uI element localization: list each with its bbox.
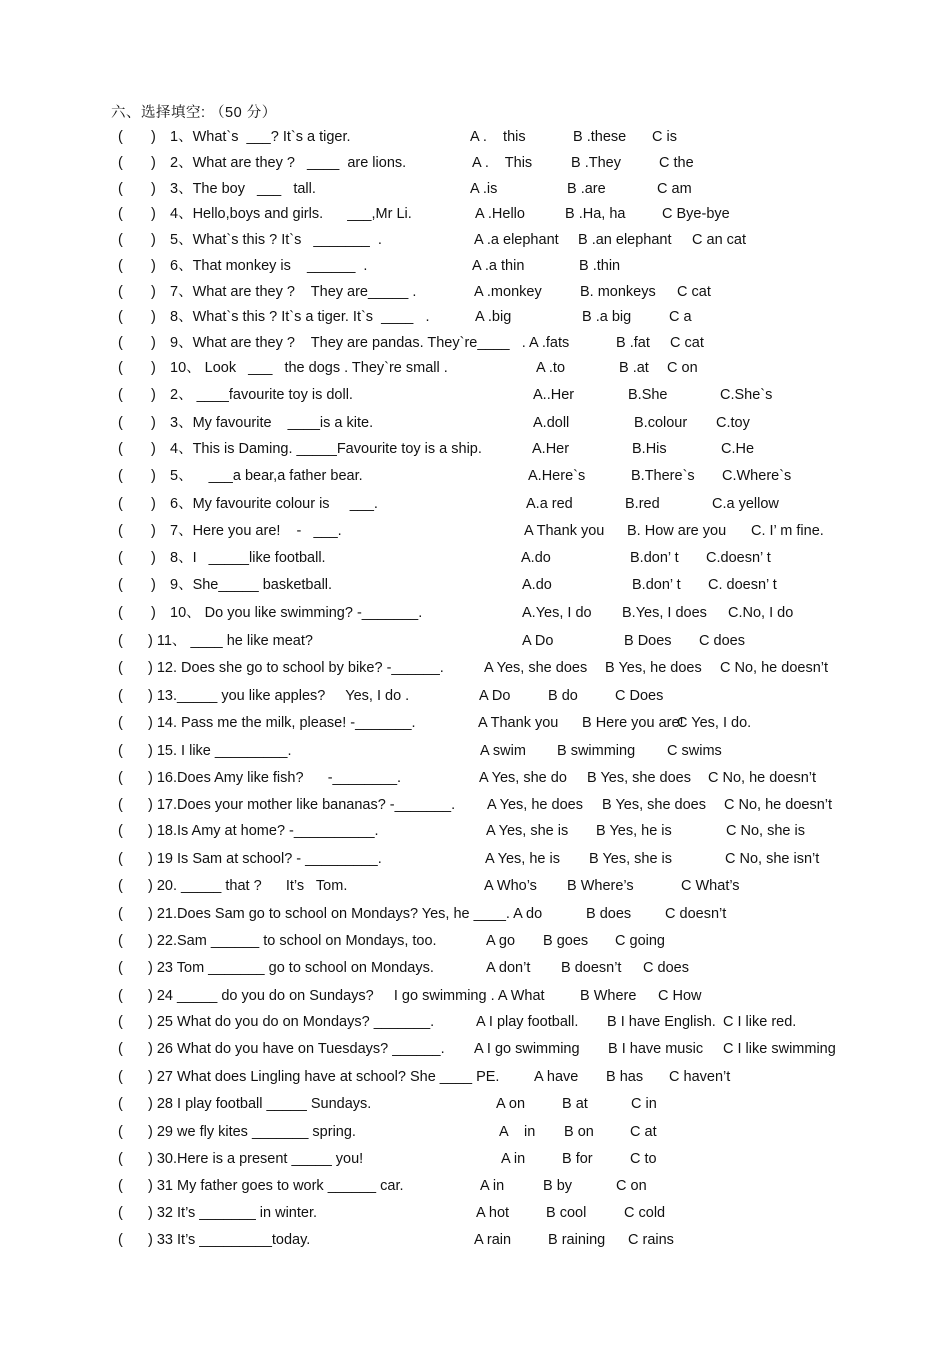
question-text: 8、What`s this ? It`s a tiger. It`s ____ . <box>170 309 430 325</box>
question-row <box>0 686 950 706</box>
option-a: A I play football. <box>476 1014 579 1030</box>
option-a: A.a red <box>526 496 573 512</box>
option-a: A . This <box>472 155 533 171</box>
question-text: 5、What`s this ? It`s _______ . <box>170 232 382 248</box>
option-a: A Yes, he is <box>485 851 560 867</box>
question-row <box>0 282 950 302</box>
option-b: B .are <box>567 181 606 197</box>
option-a: A Who’s <box>484 878 537 894</box>
question-text: ) 24 _____ do you do on Sundays? I go swimming . A What <box>148 988 545 1004</box>
question-text: ) 27 What does Lingling have at school? She ____ PE. <box>148 1069 500 1085</box>
question-row <box>0 1067 950 1087</box>
answer-bracket[interactable]: ( <box>118 633 123 649</box>
question-row <box>0 385 950 405</box>
option-b: B swimming <box>557 743 636 759</box>
question-text: 3、My favourite ____is a kite. <box>170 415 374 431</box>
answer-bracket[interactable]: ( ) <box>118 258 156 274</box>
option-c: C at <box>630 1124 657 1140</box>
answer-bracket[interactable]: ( <box>118 1232 123 1248</box>
section-title: 六、选择填空: （50 分） <box>111 105 277 121</box>
option-b: B. monkeys <box>580 284 656 300</box>
option-a: A in <box>499 1124 536 1140</box>
option-c: C haven’t <box>669 1069 731 1085</box>
answer-bracket[interactable]: ( ) <box>118 309 156 325</box>
option-b: B .at <box>619 360 649 376</box>
question-row <box>0 179 950 199</box>
question-row <box>0 521 950 541</box>
option-a: A in <box>480 1178 505 1194</box>
question-text: 7、What are they ? They are_____ . <box>170 284 417 300</box>
question-text: ) 23 Tom _______ go to school on Mondays. <box>148 960 434 976</box>
question-row <box>0 849 950 869</box>
question-text: ) 11、 ____ he like meat? <box>148 633 313 649</box>
option-a: A Yes, he does <box>487 797 583 813</box>
option-a: A.do <box>522 577 552 593</box>
question-row <box>0 307 950 327</box>
answer-bracket[interactable]: ( <box>118 906 123 922</box>
option-b: B Does <box>624 633 672 649</box>
answer-bracket[interactable]: ( <box>118 1151 123 1167</box>
question-row <box>0 256 950 276</box>
answer-bracket[interactable]: ( ) <box>118 129 156 145</box>
question-row <box>0 1012 950 1032</box>
option-a: A go <box>486 933 516 949</box>
option-b: B.His <box>632 441 667 457</box>
option-c: C. doesn’ t <box>708 577 777 593</box>
question-row <box>0 795 950 815</box>
option-b: B at <box>562 1096 588 1112</box>
answer-bracket[interactable]: ( <box>118 988 123 1004</box>
question-text: 4、This is Daming. _____Favourite toy is a ship. <box>170 441 482 457</box>
question-row <box>0 466 950 486</box>
answer-bracket[interactable]: ( ) <box>118 577 156 593</box>
option-c: C going <box>615 933 665 949</box>
option-b: B by <box>543 1178 573 1194</box>
option-b: B.Yes, I does <box>622 605 707 621</box>
question-text: ) 15. I like _________. <box>148 743 292 759</box>
question-row <box>0 741 950 761</box>
option-b: B I have English. <box>607 1014 716 1030</box>
option-c: C No, she is <box>726 823 805 839</box>
option-a: A in <box>501 1151 526 1167</box>
option-a: A.Yes, I do <box>522 605 592 621</box>
option-c: C does <box>699 633 745 649</box>
option-c: C the <box>659 155 694 171</box>
answer-bracket[interactable]: ( <box>118 1096 123 1112</box>
answer-bracket[interactable]: ( ) <box>118 605 156 621</box>
question-text: ) 21.Does Sam go to school on Mondays? Yes, he ____. A do <box>148 906 543 922</box>
option-c: C cat <box>677 284 711 300</box>
option-c: C.toy <box>716 415 750 431</box>
question-row <box>0 358 950 378</box>
option-b: B Yes, she does <box>602 797 706 813</box>
question-row <box>0 1122 950 1142</box>
question-row <box>0 658 950 678</box>
question-row <box>0 1149 950 1169</box>
option-a: A Yes, she is <box>486 823 569 839</box>
question-text: ) 17.Does your mother like bananas? -_______. <box>148 797 456 813</box>
option-a: A hot <box>476 1205 510 1221</box>
question-row <box>0 876 950 896</box>
option-a: A Thank you <box>478 715 559 731</box>
option-c: C cat <box>670 335 704 351</box>
option-b: B doesn’t <box>561 960 622 976</box>
answer-bracket[interactable]: ( ) <box>118 415 156 431</box>
question-text: ) 25 What do you do on Mondays? _______. <box>148 1014 435 1030</box>
question-text: 1、What`s ___? It`s a tiger. <box>170 129 351 145</box>
question-text: 2、What are they ? ____ are lions. <box>170 155 407 171</box>
option-b: B I have music <box>608 1041 704 1057</box>
question-row <box>0 1203 950 1223</box>
question-text: 7、Here you are! - ___. <box>170 523 342 539</box>
option-a: A.doll <box>533 415 570 431</box>
question-text: ) 12. Does she go to school by bike? -______. <box>148 660 444 676</box>
option-a: A.Here`s <box>528 468 586 484</box>
question-text: ) 13._____ you like apples? Yes, I do . <box>148 688 410 704</box>
option-a: A..Her <box>533 387 575 403</box>
answer-bracket[interactable]: ( ) <box>118 232 156 248</box>
answer-bracket[interactable]: ( ) <box>118 284 156 300</box>
question-row <box>0 575 950 595</box>
option-c: C.doesn’ t <box>706 550 771 566</box>
answer-bracket[interactable]: ( ) <box>118 335 156 351</box>
answer-bracket[interactable]: ( ) <box>118 550 156 566</box>
answer-bracket[interactable]: ( <box>118 878 123 894</box>
option-c: C cold <box>624 1205 666 1221</box>
answer-bracket[interactable]: ( <box>118 960 123 976</box>
answer-bracket[interactable]: ( ) <box>118 155 156 171</box>
option-c: C How <box>658 988 702 1004</box>
option-c: C in <box>631 1096 657 1112</box>
option-c: C Bye-bye <box>662 206 730 222</box>
option-c: C No, he doesn’t <box>720 660 829 676</box>
answer-bracket[interactable]: ( <box>118 1124 123 1140</box>
option-b: B.There`s <box>631 468 695 484</box>
option-b: B for <box>562 1151 593 1167</box>
option-c: C No, she isn’t <box>725 851 820 867</box>
option-c: C I like red. <box>723 1014 797 1030</box>
question-row <box>0 1094 950 1114</box>
option-c: C. I’ m fine. <box>751 523 824 539</box>
question-row <box>0 1230 950 1250</box>
answer-bracket[interactable]: ( <box>118 1069 123 1085</box>
answer-bracket[interactable]: ( ) <box>118 360 156 376</box>
question-row <box>0 1039 950 1059</box>
option-a: A .monkey <box>474 284 542 300</box>
question-text: 10、 Do you like swimming? -_______. <box>170 605 423 621</box>
question-row <box>0 768 950 788</box>
question-text: ) 18.Is Amy at home? -__________. <box>148 823 379 839</box>
option-a: A rain <box>474 1232 512 1248</box>
option-b: B do <box>548 688 578 704</box>
option-b: B .an elephant <box>578 232 672 248</box>
option-a: A .a thin <box>472 258 525 274</box>
answer-bracket[interactable]: ( <box>118 851 123 867</box>
question-row <box>0 494 950 514</box>
option-c: C What’s <box>681 878 740 894</box>
answer-bracket[interactable]: ( <box>118 715 123 731</box>
option-c: C No, he doesn’t <box>708 770 817 786</box>
question-row <box>0 1176 950 1196</box>
question-row <box>0 958 950 978</box>
option-b: B.don’ t <box>630 550 679 566</box>
answer-bracket[interactable]: ( ) <box>118 441 156 457</box>
option-c: C.She`s <box>720 387 773 403</box>
question-row <box>0 713 950 733</box>
option-c: C on <box>667 360 698 376</box>
option-c: C.No, I do <box>728 605 794 621</box>
question-row <box>0 631 950 651</box>
option-a: A don’t <box>486 960 531 976</box>
question-text: 4、Hello,boys and girls. ___,Mr Li. <box>170 206 412 222</box>
question-row <box>0 986 950 1006</box>
answer-bracket[interactable]: ( ) <box>118 206 156 222</box>
option-b: B Yes, he does <box>605 660 702 676</box>
option-a: A .Hello <box>475 206 525 222</box>
option-c: C to <box>630 1151 657 1167</box>
option-b: B Where’s <box>567 878 634 894</box>
option-c: C doesn’t <box>665 906 727 922</box>
answer-bracket[interactable]: ( ) <box>118 387 156 403</box>
option-b: B .these <box>573 129 627 145</box>
answer-bracket[interactable]: ( <box>118 1014 123 1030</box>
answer-bracket[interactable]: ( <box>118 770 123 786</box>
option-a: A on <box>496 1096 526 1112</box>
option-b: B on <box>564 1124 594 1140</box>
question-text: 9、She_____ basketball. <box>170 577 333 593</box>
option-c: C I like swimming <box>723 1041 836 1057</box>
question-text: ) 26 What do you have on Tuesdays? ______. <box>148 1041 445 1057</box>
answer-bracket[interactable]: ( <box>118 797 123 813</box>
answer-bracket[interactable]: ( <box>118 933 123 949</box>
option-a: A.Her <box>532 441 570 457</box>
option-c: C.He <box>721 441 755 457</box>
question-row <box>0 204 950 224</box>
question-row <box>0 821 950 841</box>
question-row <box>0 904 950 924</box>
question-text: ) 20. _____ that ? It’s Tom. <box>148 878 348 894</box>
option-b: B Where <box>580 988 637 1004</box>
option-c: C a <box>669 309 692 325</box>
question-text: ) 30.Here is a present _____ you! <box>148 1151 364 1167</box>
question-text: ) 33 It’s _________today. <box>148 1232 311 1248</box>
option-b: B cool <box>546 1205 587 1221</box>
question-text: ) 31 My father goes to work ______ car. <box>148 1178 404 1194</box>
option-a: A Yes, she does <box>484 660 588 676</box>
option-a: A.do <box>521 550 551 566</box>
question-row <box>0 127 950 147</box>
question-row <box>0 153 950 173</box>
answer-bracket[interactable]: ( <box>118 660 123 676</box>
question-text: 6、My favourite colour is ___. <box>170 496 378 512</box>
option-a: A Yes, she do <box>479 770 567 786</box>
option-b: B .a big <box>582 309 632 325</box>
option-b: B.She <box>628 387 668 403</box>
option-a: A I go swimming <box>474 1041 580 1057</box>
option-a: A .is <box>470 181 498 197</box>
option-c: C Does <box>615 688 664 704</box>
option-c: C is <box>652 129 677 145</box>
option-b: B Yes, she is <box>589 851 673 867</box>
answer-bracket[interactable]: ( ) <box>118 181 156 197</box>
option-c: C rains <box>628 1232 674 1248</box>
option-b: B .They <box>571 155 621 171</box>
option-b: B .thin <box>579 258 621 274</box>
option-b: B .fat <box>616 335 650 351</box>
option-a: A Do <box>479 688 511 704</box>
option-a: A . this <box>470 129 526 145</box>
answer-bracket[interactable]: ( <box>118 688 123 704</box>
question-row <box>0 548 950 568</box>
answer-bracket[interactable]: ( ) <box>118 468 156 484</box>
option-b: B Yes, she does <box>587 770 691 786</box>
option-c: C Yes, I do. <box>677 715 752 731</box>
question-text: ) 14. Pass me the milk, please! -_______. <box>148 715 416 731</box>
option-a: A .to <box>536 360 566 376</box>
option-c: C.a yellow <box>712 496 779 512</box>
option-b: B goes <box>543 933 589 949</box>
answer-bracket[interactable]: ( ) <box>118 496 156 512</box>
answer-bracket[interactable]: ( <box>118 823 123 839</box>
question-row <box>0 230 950 250</box>
option-b: B has <box>606 1069 644 1085</box>
question-row <box>0 413 950 433</box>
question-text: 10、 Look ___ the dogs . They`re small . <box>170 360 448 376</box>
option-a: A .big <box>475 309 512 325</box>
option-c: C No, he doesn’t <box>724 797 833 813</box>
question-row <box>0 439 950 459</box>
question-text: ) 29 we fly kites _______ spring. <box>148 1124 356 1140</box>
option-c: C am <box>657 181 692 197</box>
option-a: A Do <box>522 633 554 649</box>
option-a: A .a elephant <box>474 232 559 248</box>
option-c: C swims <box>667 743 722 759</box>
option-b: B .Ha, ha <box>565 206 626 222</box>
option-b: B raining <box>548 1232 606 1248</box>
question-text: 5、 ___a bear,a father bear. <box>170 468 363 484</box>
option-c: C an cat <box>692 232 746 248</box>
option-c: C.Where`s <box>722 468 792 484</box>
question-row <box>0 931 950 951</box>
option-b: B.don’ t <box>632 577 681 593</box>
question-row <box>0 333 950 353</box>
option-b: B. How are you <box>627 523 727 539</box>
option-c: C does <box>643 960 689 976</box>
question-text: ) 16.Does Amy like fish? -________. <box>148 770 402 786</box>
question-text: 6、That monkey is ______ . <box>170 258 368 274</box>
answer-bracket[interactable]: ( <box>118 1205 123 1221</box>
question-text: ) 32 It’s _______ in winter. <box>148 1205 318 1221</box>
option-c: C on <box>616 1178 647 1194</box>
option-b: B Here you are! <box>582 715 684 731</box>
question-text: 3、The boy ___ tall. <box>170 181 316 197</box>
option-b: B does <box>586 906 632 922</box>
question-text: ) 19 Is Sam at school? - _________. <box>148 851 382 867</box>
question-text: 9、What are they ? They are pandas. They`re____ . A .fats <box>170 335 570 351</box>
option-a: A have <box>534 1069 579 1085</box>
question-text: ) 28 I play football _____ Sundays. <box>148 1096 372 1112</box>
question-text: 2、 ____favourite toy is doll. <box>170 387 353 403</box>
question-row <box>0 603 950 623</box>
answer-bracket[interactable]: ( ) <box>118 523 156 539</box>
option-b: B Yes, he is <box>596 823 672 839</box>
answer-bracket[interactable]: ( <box>118 1041 123 1057</box>
option-a: A Thank you <box>524 523 605 539</box>
question-text: ) 22.Sam ______ to school on Mondays, too. <box>148 933 437 949</box>
option-b: B.colour <box>634 415 688 431</box>
question-text: 8、I _____like football. <box>170 550 326 566</box>
option-b: B.red <box>625 496 660 512</box>
answer-bracket[interactable]: ( <box>118 1178 123 1194</box>
option-a: A swim <box>480 743 526 759</box>
answer-bracket[interactable]: ( <box>118 743 123 759</box>
